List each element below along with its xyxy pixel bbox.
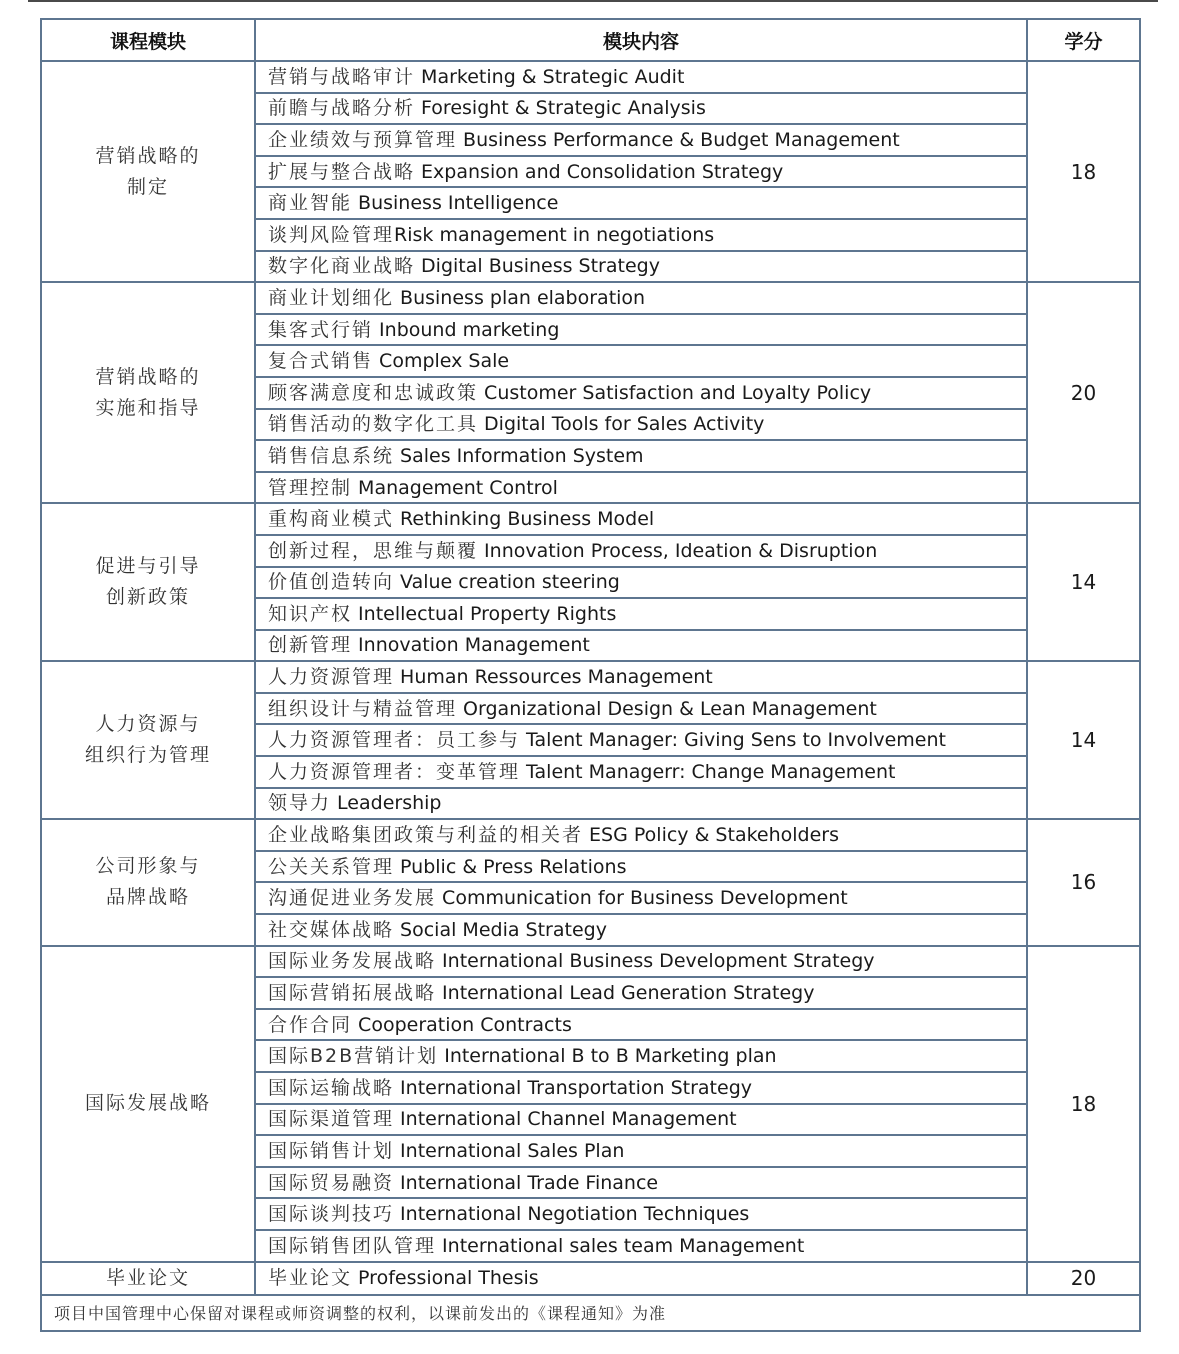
course-item-en: Social Media Strategy	[394, 918, 607, 941]
course-item-zh: 扩展与整合战略	[268, 160, 416, 183]
course-item-zh: 人力资源管理者：员工参与	[268, 729, 521, 752]
module-name	[41, 282, 255, 503]
course-item	[255, 977, 1027, 1009]
course-item	[255, 377, 1027, 409]
course-body	[41, 61, 1140, 1295]
course-item-zh: 知识产权	[268, 602, 353, 625]
module-name	[41, 1262, 255, 1295]
course-item-en: Sales Information System	[394, 444, 644, 467]
course-item	[255, 693, 1027, 725]
course-item-en: International Lead Generation Strategy	[436, 982, 815, 1005]
course-item-en: Business Intelligence	[352, 192, 559, 215]
course-item	[255, 472, 1027, 504]
course-item-en: Organizational Design & Lean Management	[457, 697, 877, 720]
course-item	[255, 187, 1027, 219]
course-item-en: Digital Business Strategy	[415, 255, 660, 278]
course-item-zh: 国际销售计划	[268, 1139, 395, 1162]
module-name-line: 品牌战略	[105, 886, 190, 909]
course-item-zh: 合作合同	[268, 1013, 353, 1036]
course-item-en: International Channel Management	[394, 1108, 737, 1131]
course-item	[255, 1230, 1027, 1262]
course-item-en: Complex Sale	[373, 350, 510, 373]
module-name-line: 公司形象与	[95, 855, 201, 878]
course-item	[255, 1198, 1027, 1230]
course-item	[255, 1167, 1027, 1199]
course-item-zh: 销售活动的数字化工具	[268, 413, 479, 436]
course-item-en: Innovation Process, Ideation & Disruption	[478, 539, 878, 562]
course-item	[255, 819, 1027, 851]
module-name-line: 实施和指导	[95, 396, 201, 419]
table-row	[41, 1262, 1140, 1295]
course-item-zh: 国际B2B营销计划	[268, 1045, 439, 1068]
course-item	[255, 946, 1027, 978]
course-item-zh: 国际业务发展战略	[268, 950, 437, 973]
course-item	[255, 1262, 1027, 1295]
course-item-en: International Trade Finance	[394, 1171, 659, 1194]
table-row	[41, 282, 1140, 314]
table-row	[41, 819, 1140, 851]
course-item-en: Marketing & Strategic Audit	[415, 65, 685, 88]
course-item	[255, 503, 1027, 535]
course-item-zh: 重构商业模式	[268, 508, 395, 531]
course-item-en: Business Performance & Budget Management	[457, 128, 900, 151]
module-name-line: 营销战略的	[95, 144, 201, 167]
module-name-line: 国际发展战略	[84, 1092, 211, 1115]
module-name	[41, 61, 255, 282]
course-item	[255, 851, 1027, 883]
module-credits: 14	[1027, 503, 1140, 661]
header-content: 模块内容	[255, 19, 1027, 61]
course-item	[255, 1009, 1027, 1041]
course-item-en: Professional Thesis	[352, 1267, 539, 1290]
course-item-zh: 谈判风险管理	[268, 223, 395, 246]
course-item-en: Management Control	[352, 476, 558, 499]
footnote: 项目中国管理中心保留对课程或师资调整的权利，以课前发出的《课程通知》为准	[41, 1295, 1140, 1331]
course-item-en: Value creation steering	[394, 571, 620, 594]
module-name-line: 创新政策	[105, 586, 190, 609]
course-item-en: Foresight & Strategic Analysis	[415, 97, 706, 120]
footnote-row	[41, 1295, 1140, 1331]
course-item	[255, 156, 1027, 188]
course-item-zh: 国际谈判技巧	[268, 1203, 395, 1226]
course-item-en: International Business Development Strategy	[436, 950, 875, 973]
course-item	[255, 409, 1027, 441]
course-item	[255, 219, 1027, 251]
course-item	[255, 1040, 1027, 1072]
course-item-zh: 企业绩效与预算管理	[268, 128, 458, 151]
course-item-en: Talent Manager: Giving Sens to Involvement	[520, 729, 946, 752]
course-item	[255, 567, 1027, 599]
module-name	[41, 946, 255, 1262]
course-item-en: Human Ressources Management	[394, 666, 713, 689]
course-item-zh: 毕业论文	[268, 1267, 353, 1290]
table-row	[41, 503, 1140, 535]
module-name-line: 组织行为管理	[84, 744, 211, 767]
course-item-en: International Transportation Strategy	[394, 1076, 753, 1099]
course-item	[255, 535, 1027, 567]
course-item	[255, 1072, 1027, 1104]
module-credits: 20	[1027, 1262, 1140, 1295]
course-item-en: Communication for Business Development	[436, 887, 848, 910]
module-name-line: 毕业论文	[105, 1266, 190, 1289]
course-item-en: Digital Tools for Sales Activity	[478, 413, 765, 436]
course-item-en: International Negotiation Techniques	[394, 1203, 750, 1226]
module-credits: 16	[1027, 819, 1140, 945]
course-item-zh: 创新过程，思维与颠覆	[268, 539, 479, 562]
course-item-zh: 前瞻与战略分析	[268, 97, 416, 120]
course-item-zh: 组织设计与精益管理	[268, 697, 458, 720]
module-name-line: 人力资源与	[95, 713, 201, 736]
table-row	[41, 661, 1140, 693]
course-item-en: Talent Managerr: Change Management	[520, 760, 896, 783]
module-name	[41, 661, 255, 819]
course-item	[255, 882, 1027, 914]
course-item-zh: 数字化商业战略	[268, 255, 416, 278]
module-name-line: 营销战略的	[95, 365, 201, 388]
course-item-zh: 企业战略集团政策与利益的相关者	[268, 824, 584, 847]
course-item-zh: 领导力	[268, 792, 332, 815]
module-name	[41, 503, 255, 661]
table-row	[41, 61, 1140, 93]
course-item	[255, 1104, 1027, 1136]
module-credits: 18	[1027, 61, 1140, 282]
course-item-en: Intellectual Property Rights	[352, 602, 617, 625]
course-item-en: International B to B Marketing plan	[438, 1045, 777, 1068]
course-item-en: Expansion and Consolidation Strategy	[415, 160, 784, 183]
course-item-zh: 集客式行销	[268, 318, 374, 341]
module-credits: 14	[1027, 661, 1140, 819]
course-item	[255, 282, 1027, 314]
course-item-en: Innovation Management	[352, 634, 590, 657]
course-item-en: Business plan elaboration	[394, 286, 646, 309]
table-row	[41, 946, 1140, 978]
course-item-zh: 国际渠道管理	[268, 1108, 395, 1131]
course-item-en: Risk management in negotiations	[394, 223, 715, 246]
course-item-en: ESG Policy & Stakeholders	[583, 824, 840, 847]
course-item-zh: 商业计划细化	[268, 286, 395, 309]
header-module: 课程模块	[41, 19, 255, 61]
course-item-zh: 管理控制	[268, 476, 353, 499]
course-item	[255, 1135, 1027, 1167]
course-item	[255, 440, 1027, 472]
course-item	[255, 914, 1027, 946]
course-item-zh: 国际贸易融资	[268, 1171, 395, 1194]
course-item-zh: 人力资源管理者：变革管理	[268, 760, 521, 783]
course-item	[255, 93, 1027, 125]
course-item-en: International Sales Plan	[394, 1139, 625, 1162]
course-item	[255, 345, 1027, 377]
course-item	[255, 724, 1027, 756]
course-item	[255, 61, 1027, 93]
course-item-zh: 国际营销拓展战略	[268, 982, 437, 1005]
course-item-en: Public & Press Relations	[394, 855, 627, 878]
course-item-zh: 社交媒体战略	[268, 918, 395, 941]
module-name	[41, 819, 255, 945]
course-item-en: Leadership	[331, 792, 442, 815]
course-item	[255, 756, 1027, 788]
course-item	[255, 314, 1027, 346]
course-item-zh: 复合式销售	[268, 350, 374, 373]
course-item-en: International sales team Management	[436, 1234, 805, 1257]
module-credits: 18	[1027, 946, 1140, 1262]
course-item-zh: 销售信息系统	[268, 444, 395, 467]
course-item-zh: 商业智能	[268, 192, 353, 215]
course-item-zh: 公关关系管理	[268, 855, 395, 878]
course-item	[255, 788, 1027, 820]
header-credits: 学分	[1027, 19, 1140, 61]
course-item	[255, 598, 1027, 630]
course-item-zh: 顾客满意度和忠诚政策	[268, 381, 479, 404]
course-item-zh: 人力资源管理	[268, 666, 395, 689]
course-item-en: Cooperation Contracts	[352, 1013, 572, 1036]
header-row	[41, 19, 1140, 61]
course-item	[255, 124, 1027, 156]
course-item-en: Customer Satisfaction and Loyalty Policy	[478, 381, 872, 404]
module-name-line: 制定	[126, 175, 169, 198]
course-item-zh: 价值创造转向	[268, 571, 395, 594]
course-item-en: Inbound marketing	[373, 318, 560, 341]
course-item	[255, 630, 1027, 662]
course-item	[255, 661, 1027, 693]
top-rule	[28, 0, 1158, 2]
module-name-line: 促进与引导	[95, 555, 201, 578]
course-item	[255, 251, 1027, 283]
module-credits: 20	[1027, 282, 1140, 503]
course-item-zh: 沟通促进业务发展	[268, 887, 437, 910]
course-item-zh: 国际运输战略	[268, 1076, 395, 1099]
course-item-zh: 创新管理	[268, 634, 353, 657]
course-item-en: Rethinking Business Model	[394, 508, 655, 531]
course-item-zh: 营销与战略审计	[268, 65, 416, 88]
course-item-zh: 国际销售团队管理	[268, 1234, 437, 1257]
course-table	[40, 18, 1141, 1332]
